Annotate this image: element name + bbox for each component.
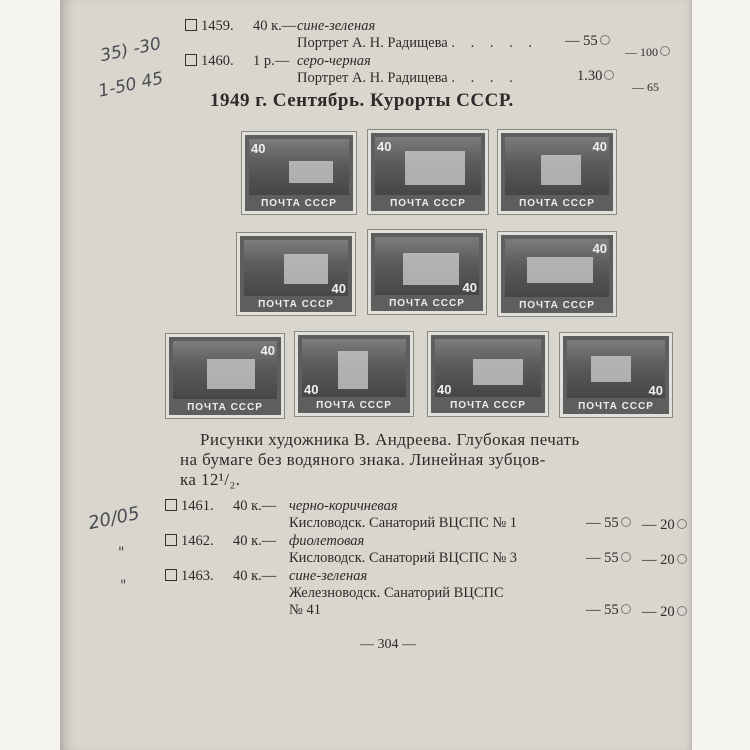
handwritten-note-1462: " bbox=[118, 545, 125, 561]
checkbox-1463[interactable] bbox=[165, 569, 177, 581]
handwritten-note-1461: 20/05 bbox=[86, 502, 142, 535]
catalog-entry-1459 bbox=[185, 18, 538, 52]
section-heading: 1949 г. Сентябрь. Курорты СССР. bbox=[210, 90, 514, 111]
entry-description: Кисловодск. Санаторий ВЦСПС № 3 bbox=[289, 550, 518, 566]
price-mint-1463: — 55 bbox=[586, 602, 631, 619]
circle-mark-icon bbox=[660, 46, 670, 56]
price-used-1461: — 20 bbox=[642, 517, 687, 534]
stamp-label: ПОЧТА СССР bbox=[389, 298, 465, 309]
stamp-label: ПОЧТА СССР bbox=[519, 198, 595, 209]
stamp-label: ПОЧТА СССР bbox=[258, 299, 334, 310]
entry-denomination: 1 р.— bbox=[253, 53, 290, 69]
entry-description: Портрет А. Н. Радищева . . . . bbox=[297, 70, 519, 86]
stamp-label: ПОЧТА СССР bbox=[261, 198, 337, 209]
entry-description: Портрет А. Н. Радищева . . . . . bbox=[297, 35, 538, 51]
entry-denomination: 40 к.— bbox=[253, 18, 297, 34]
entry-denomination: 40 к.— bbox=[233, 533, 277, 549]
entry-denomination: 40 к.— bbox=[233, 568, 277, 584]
stamp-10 bbox=[560, 333, 672, 417]
handwritten-note-1463: " bbox=[120, 578, 127, 594]
stamp-value: 40 bbox=[251, 141, 266, 156]
stamp-label: ПОЧТА СССР bbox=[187, 402, 263, 413]
entry-number: 1460. bbox=[201, 53, 234, 69]
price-mint-1462: — 55 bbox=[586, 550, 631, 567]
circle-mark-icon bbox=[677, 554, 687, 564]
stamp-value: 40 bbox=[648, 383, 663, 398]
entry-description: Железноводск. Санаторий ВЦСПС bbox=[289, 585, 504, 601]
stamp-value: 40 bbox=[592, 241, 607, 256]
checkbox-1462[interactable] bbox=[165, 534, 177, 546]
paragraph-line: ка 12¹/₂. bbox=[180, 470, 241, 489]
checkbox-1459[interactable] bbox=[185, 19, 197, 31]
stamp-label: ПОЧТА СССР bbox=[519, 300, 595, 311]
entry-number: 1462. bbox=[181, 533, 214, 549]
price-used-1463: — 20 bbox=[642, 604, 687, 621]
stamp-label: ПОЧТА СССР bbox=[578, 401, 654, 412]
circle-mark-icon bbox=[677, 606, 687, 616]
price-used-1459: — 100 bbox=[625, 45, 670, 60]
paragraph-line: на бумаге без водяного знака. Линейная зубцов- bbox=[180, 450, 546, 469]
entry-color: серо-черная bbox=[297, 53, 371, 69]
leader-dots: . . . . bbox=[451, 70, 519, 86]
stamp-value: 40 bbox=[592, 139, 607, 154]
stamp-label: ПОЧТА СССР bbox=[390, 198, 466, 209]
entry-description-continued: № 41 bbox=[289, 602, 321, 618]
entry-color: сине-зеленая bbox=[297, 18, 376, 34]
stamp-8 bbox=[295, 332, 413, 416]
catalog-entry-1463 bbox=[165, 568, 504, 619]
leader-dots: . . . . . bbox=[451, 35, 538, 51]
stamp-4 bbox=[237, 233, 355, 315]
stamp-value: 40 bbox=[462, 280, 477, 295]
entry-denomination: 40 к.— bbox=[233, 498, 277, 514]
entry-color: сине-зеленая bbox=[289, 568, 368, 584]
entry-number: 1459. bbox=[201, 18, 234, 34]
stamp-7 bbox=[166, 334, 284, 418]
circle-mark-icon bbox=[604, 70, 614, 80]
page-number: — 304 — bbox=[360, 637, 416, 652]
circle-mark-icon bbox=[621, 552, 631, 562]
price-mint-1459: — 55 bbox=[565, 33, 610, 50]
stamp-label: ПОЧТА СССР bbox=[450, 400, 526, 411]
entry-number: 1463. bbox=[181, 568, 214, 584]
price-used-1462: — 20 bbox=[642, 552, 687, 569]
description-paragraph bbox=[180, 430, 670, 490]
handwritten-note-1460: 1-50 45 bbox=[96, 68, 165, 102]
entry-description: Кисловодск. Санаторий ВЦСПС № 1 bbox=[289, 515, 518, 531]
stamp-6 bbox=[498, 232, 616, 316]
circle-mark-icon bbox=[677, 519, 687, 529]
handwritten-note-1459: 35) -30 bbox=[98, 33, 163, 67]
stamp-value: 40 bbox=[260, 343, 275, 358]
circle-mark-icon bbox=[621, 604, 631, 614]
stamp-label: ПОЧТА СССР bbox=[316, 400, 392, 411]
stamp-3 bbox=[498, 130, 616, 214]
price-used-1460: — 65 bbox=[632, 80, 659, 94]
circle-mark-icon bbox=[621, 517, 631, 527]
stamp-9 bbox=[428, 332, 548, 416]
checkbox-1460[interactable] bbox=[185, 54, 197, 66]
stamp-value: 40 bbox=[304, 382, 319, 397]
catalog-entry-1461 bbox=[165, 498, 517, 532]
entry-color: черно-коричневая bbox=[289, 498, 398, 514]
stamp-value: 40 bbox=[437, 382, 452, 397]
price-mint-1460: 1.30 bbox=[577, 68, 614, 85]
stamp-value: 40 bbox=[377, 139, 392, 154]
stamp-1 bbox=[242, 132, 356, 214]
catalog-entry-1460 bbox=[185, 53, 519, 87]
paragraph-line: Рисунки художника В. Андреева. Глубокая печать bbox=[200, 430, 580, 449]
checkbox-1461[interactable] bbox=[165, 499, 177, 511]
stamp-5 bbox=[368, 230, 486, 314]
price-mint-1461: — 55 bbox=[586, 515, 631, 532]
stamp-value: 40 bbox=[331, 281, 346, 296]
stamp-2 bbox=[368, 130, 488, 214]
entry-number: 1461. bbox=[181, 498, 214, 514]
circle-mark-icon bbox=[600, 35, 610, 45]
catalog-entry-1462 bbox=[165, 533, 517, 567]
entry-color: фиолетовая bbox=[289, 533, 365, 549]
